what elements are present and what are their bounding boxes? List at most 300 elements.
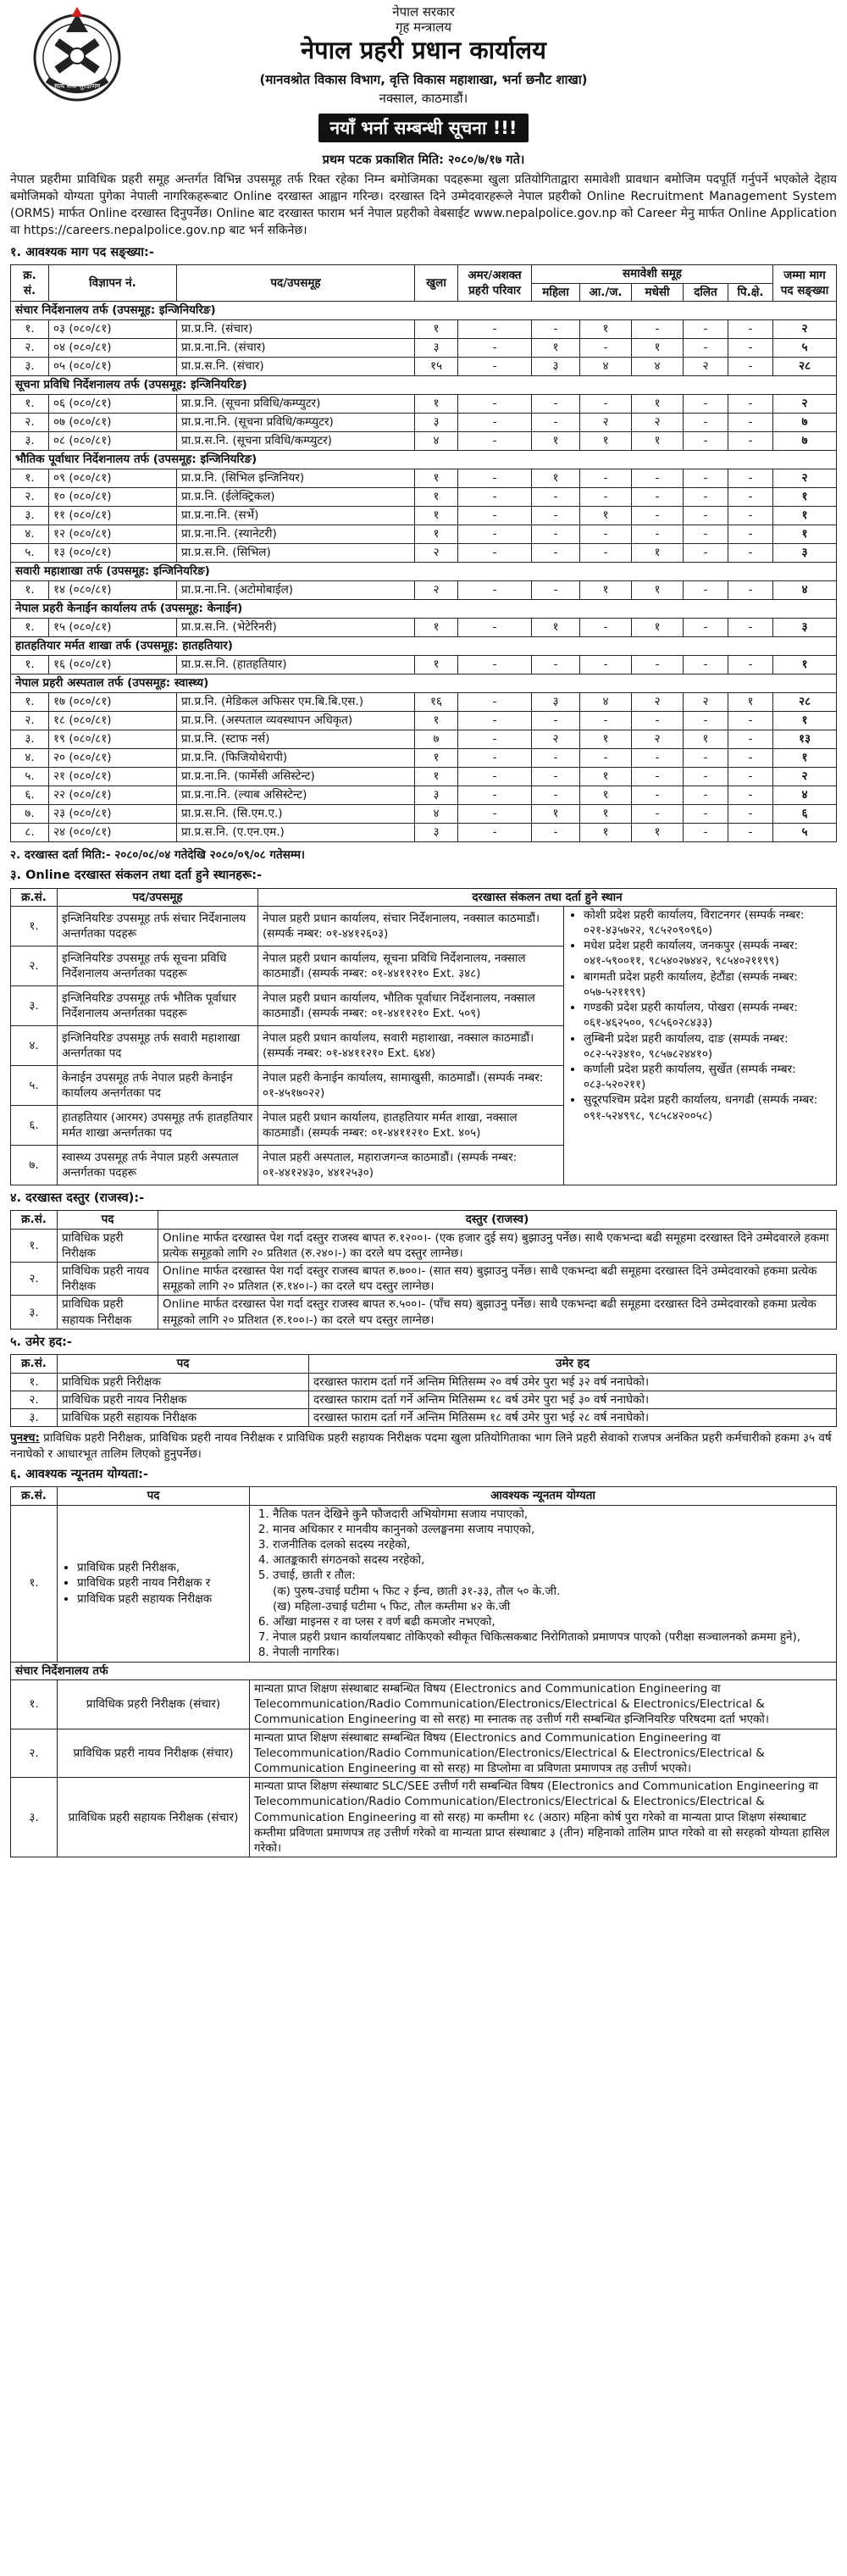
vacancy-row <box>11 413 837 431</box>
vacancy-cell: ४ <box>580 692 632 711</box>
gov-name: नेपाल सरकार <box>392 4 455 19</box>
vacancy-cell: - <box>532 487 580 506</box>
vacancy-cell: २२ (०८०/८१) <box>49 786 177 804</box>
vacancy-cell: ४ <box>415 431 458 450</box>
vacancy-cell: ७ <box>773 413 837 431</box>
vacancy-cell: १३ (०८०/८१) <box>49 543 177 562</box>
vacancy-cell: - <box>458 431 532 450</box>
vacancy-cell: - <box>458 655 532 674</box>
vacancy-cell: प्रा.प्र.ना.नि. (ल्याब असिस्टेन्ट) <box>177 786 415 804</box>
vacancy-cell: २ <box>632 413 684 431</box>
vacancy-cell: ७. <box>11 804 49 823</box>
vacancy-cell: ०८ (०८०/८१) <box>49 431 177 450</box>
collection-post: इन्जिनियरिङ उपसमूह तर्फ सवारी महाशाखा अन्तर्गतका पद <box>58 1025 258 1065</box>
vacancy-cell: १ <box>415 319 458 338</box>
col-open: खुला <box>415 265 458 301</box>
collection-sn: ३. <box>11 985 58 1025</box>
vacancy-cell: - <box>532 786 580 804</box>
vacancy-cell: १७ (०८०/८१) <box>49 692 177 711</box>
collection-sn: ७. <box>11 1145 58 1185</box>
vacancy-cell: २३ (०८०/८१) <box>49 804 177 823</box>
vacancy-cell: ५ <box>773 823 837 841</box>
vacancy-cell: १ <box>415 767 458 786</box>
collection-post: केनाईन उपसमूह तर्फ नेपाल प्रहरी केनाईन कार्यालय अन्तर्गतका पद <box>58 1065 258 1105</box>
vacancy-cell: - <box>632 525 684 543</box>
section-5-title: ५. उमेर हद:- <box>10 1335 72 1349</box>
collection-sn: ५. <box>11 1065 58 1105</box>
age-note <box>10 1430 837 1461</box>
sanchar-post: प्राविधिक प्रहरी निरीक्षक (संचार) <box>58 1679 250 1729</box>
col-pichhe: पि.क्षे. <box>728 283 773 301</box>
vacancy-cell: २ <box>532 730 580 748</box>
vacancy-cell: १ <box>684 730 728 748</box>
vacancy-cell: १ <box>580 319 632 338</box>
vacancy-cell: - <box>458 413 532 431</box>
collection-places-table <box>10 888 837 1185</box>
provincial-office: • बागमती प्रदेश प्रहरी कार्यालय, हेटौंडा (सम्पर्क नम्बर: ०५७-५२११९९) <box>584 969 832 1000</box>
fee-text: Online मार्फत दरखास्त पेश गर्दा दस्तुर राजस्व बापत रु.१२००।- (एक हजार दुई सय) बुझाउनु पर्नेछ। साथै एकभन्दा बढी समूहमा दरखास्त दिने उम्मेदवारले हकमा प्रत्येक समूहको लागि २० प्रतिशत (रु.२४०।-) का दरले थप दस्तुर लाग्नेछ। <box>158 1229 837 1262</box>
vacancy-cell: - <box>684 618 728 636</box>
general-qual: 4. आतङ्ककारी संगठनको सदस्य नरहेको, <box>273 1552 832 1568</box>
vacancy-cell: प्रा.प्र.ना.नि. (फार्मेसी असिस्टेन्ट) <box>177 767 415 786</box>
col-sn: क्र.सं. <box>11 888 58 906</box>
vacancy-cell: ४. <box>11 748 49 767</box>
provincial-offices-list <box>568 908 832 1124</box>
vacancy-row <box>11 618 837 636</box>
vacancy-group-title: संचार निर्देशनालय तर्फ (उपसमूह: इन्जिनियरिङ) <box>11 301 837 319</box>
vacancy-cell: ३. <box>11 506 49 525</box>
vacancy-cell: - <box>728 543 773 562</box>
sanchar-qual-body <box>11 1679 837 1857</box>
vacancy-cell: - <box>684 804 728 823</box>
vacancy-cell: ३. <box>11 357 49 375</box>
vacancy-group-title: भौतिक पूर्वाधार निर्देशनालय तर्फ (उपसमूह: इन्जिनियरिङ) <box>11 450 837 469</box>
provincial-office: • मधेश प्रदेश प्रहरी कार्यालय, जनकपुर (सम्पर्क नम्बर: ०४१-५९००११, ९८५४०२७४४२, ९८५४०२११९९) <box>584 938 832 969</box>
vacancy-cell: - <box>458 469 532 487</box>
office-name: नेपाल प्रहरी प्रधान कार्यालय <box>301 36 546 64</box>
vacancy-cell: प्रा.प्र.ना.नि. (सर्भे) <box>177 506 415 525</box>
vacancy-cell: १ <box>728 692 773 711</box>
col-sn: क्र.सं. <box>11 1211 58 1229</box>
vacancy-cell: १ <box>415 711 458 730</box>
vacancy-row <box>11 338 837 357</box>
vacancy-cell: १ <box>532 469 580 487</box>
col-sn: क्र.सं. <box>11 1487 58 1505</box>
vacancy-cell: प्रा.प्र.नि. (स्टाफ नर्स) <box>177 730 415 748</box>
vacancy-cell: २ <box>415 580 458 599</box>
fee-text: Online मार्फत दरखास्त पेश गर्दा दस्तुर राजस्व बापत रु.५००।- (पाँच सय) बुझाउनु पर्नेछ। साथै एकभन्दा बढी समूहमा दरखास्त दिने उम्मेदवारको हकमा प्रत्येक समूहको लागि २० प्रतिशत (रु.१००।-) का दरले थप दस्तुर लाग्नेछ। <box>158 1296 837 1329</box>
vacancy-cell: १५ (०८०/८१) <box>49 618 177 636</box>
vacancy-cell: १. <box>11 655 49 674</box>
provincial-office: • कोशी प्रदेश प्रहरी कार्यालय, विराटनगर (सम्पर्क नम्बर: ०२१-४३५७२२, ९८५२०९०९६०) <box>584 908 832 938</box>
vacancy-row <box>11 711 837 730</box>
vacancy-cell: - <box>728 748 773 767</box>
vacancy-cell: ५. <box>11 543 49 562</box>
vacancy-row <box>11 357 837 375</box>
vacancy-cell: १ <box>580 506 632 525</box>
vacancy-group-row <box>11 450 837 469</box>
vacancy-cell: - <box>532 655 580 674</box>
collection-sn: ४. <box>11 1025 58 1065</box>
vacancy-cell: २. <box>11 711 49 730</box>
vacancy-group-row <box>11 301 837 319</box>
vacancy-cell: प्रा.प्र.स.नि. (ए.एन.एम.) <box>177 823 415 841</box>
vacancy-cell: १ <box>532 804 580 823</box>
vacancy-cell: ११ (०८०/८१) <box>49 506 177 525</box>
vacancy-cell: - <box>728 655 773 674</box>
vacancy-cell: १ <box>773 487 837 506</box>
vacancy-cell: ३ <box>773 618 837 636</box>
vacancy-cell: - <box>458 525 532 543</box>
vacancy-cell: ७ <box>773 431 837 450</box>
vacancy-cell: १ <box>773 711 837 730</box>
vacancy-cell: २ <box>415 543 458 562</box>
vacancy-group-row <box>11 562 837 580</box>
sanchar-sn: २. <box>11 1729 58 1778</box>
vacancy-cell: २ <box>684 357 728 375</box>
vacancy-cell: १३ <box>773 730 837 748</box>
vacancy-cell: - <box>728 413 773 431</box>
collection-sn: १. <box>11 906 58 946</box>
age-post: प्राविधिक प्रहरी सहायक निरीक्षक <box>58 1409 309 1427</box>
vacancy-cell: - <box>684 487 728 506</box>
vacancy-group-title: सवारी महाशाखा तर्फ (उपसमूह: इन्जिनियरिङ) <box>11 562 837 580</box>
vacancy-cell: ०७ (०८०/८१) <box>49 413 177 431</box>
vacancy-row <box>11 692 837 711</box>
vacancy-cell: प्रा.प्र.स.नि. (हातहतियार) <box>177 655 415 674</box>
age-sn: ३. <box>11 1409 58 1427</box>
vacancy-row <box>11 525 837 543</box>
vacancy-cell: - <box>532 413 580 431</box>
age-limit: दरखास्त फाराम दर्ता गर्ने अन्तिम मितिसम्म १८ वर्ष उमेर पुरा भई २८ वर्ष ननाघेको। <box>309 1409 837 1427</box>
age-limit: दरखास्त फाराम दर्ता गर्ने अन्तिम मितिसम्म १८ वर्ष उमेर पुरा भई ३० वर्ष ननाघेको। <box>309 1391 837 1408</box>
section-4-title: ४. दरखास्त दस्तुर (राजस्व):- <box>10 1191 145 1205</box>
vacancy-cell: - <box>684 823 728 841</box>
vacancy-cell: १ <box>532 338 580 357</box>
vacancy-row <box>11 543 837 562</box>
vacancy-cell: - <box>684 543 728 562</box>
vacancy-cell: प्रा.प्र.नि. (ईलेक्ट्रिकल) <box>177 487 415 506</box>
vacancy-cell: - <box>532 506 580 525</box>
vacancy-cell: - <box>728 506 773 525</box>
vacancy-cell: ३ <box>415 786 458 804</box>
vacancy-cell: २ <box>580 413 632 431</box>
col-fee: दस्तुर (राजस्व) <box>158 1211 837 1229</box>
vacancy-row <box>11 730 837 748</box>
vacancy-cell: - <box>580 618 632 636</box>
vacancy-group-title: हातहतियार मर्मत शाखा तर्फ (उपसमूह: हातहतियार) <box>11 636 837 655</box>
fee-text: Online मार्फत दरखास्त पेश गर्दा दस्तुर राजस्व बापत रु.७००।- (सात सय) बुझाउनु पर्नेछ। साथै एकभन्दा बढी समूहमा दरखास्त दिने उम्मेदवारको हकमा प्रत्येक समूहको लागि २० प्रतिशत (रु.१४०।-) का दरले थप दस्तुर लाग्नेछ। <box>158 1262 837 1295</box>
vacancy-cell: प्रा.प्र.स.नि. (भेटेरिनरी) <box>177 618 415 636</box>
vacancy-cell: - <box>684 431 728 450</box>
col-place: दरखास्त संकलन तथा दर्ता हुने स्थान <box>258 888 837 906</box>
vacancy-cell: - <box>728 618 773 636</box>
vacancy-cell: - <box>728 767 773 786</box>
vacancy-group-title: सूचना प्रविधि निर्देशनालय तर्फ (उपसमूह: इन्जिनियरिङ) <box>11 375 837 394</box>
vacancy-cell: १. <box>11 394 49 413</box>
sanchar-qual: मान्यता प्राप्त शिक्षण संस्थाबाट सम्बन्धित विषय (Electronics and Communication Engineering वा Telecommunication/Radio Communication/Electronics/Electrical & Electronics/Electrical & Communication Engineering वा सो सरह) मा डिप्लोमा वा प्रविणता प्रमाणपत्र तह उत्तीर्ण भएको। <box>250 1729 837 1778</box>
vacancy-row <box>11 487 837 506</box>
vacancy-cell: १ <box>415 469 458 487</box>
department-name: (मानवश्रोत विकास विभाग, वृत्ति विकास महाशाखा, भर्ना छनौट शाखा) <box>259 72 588 87</box>
col-aj: आ./ज. <box>580 283 632 301</box>
vacancy-row <box>11 580 837 599</box>
col-post-group: पद/उपसमूह <box>58 888 258 906</box>
vacancy-cell: १ <box>415 525 458 543</box>
vacancy-cell: २ <box>684 692 728 711</box>
vacancy-cell: १ <box>580 730 632 748</box>
age-sn: १. <box>11 1373 58 1391</box>
vacancy-cell: - <box>728 431 773 450</box>
vacancy-cell: २ <box>632 730 684 748</box>
vacancy-cell: - <box>728 711 773 730</box>
vacancy-cell: - <box>458 823 532 841</box>
vacancy-cell: - <box>728 338 773 357</box>
vacancy-cell: - <box>684 655 728 674</box>
vacancy-row <box>11 394 837 413</box>
vacancy-cell: - <box>684 413 728 431</box>
vacancy-cell: प्रा.प्र.ना.नि. (अटोमोबाईल) <box>177 580 415 599</box>
sanchar-qual-row <box>11 1679 837 1729</box>
vacancy-cell: - <box>580 711 632 730</box>
col-madhesi: मधेसी <box>632 283 684 301</box>
provincial-office: • गण्डकी प्रदेश प्रहरी कार्यालय, पोखरा (सम्पर्क नम्बर: ०६१-४६२५००, ९८५६०२८४३३) <box>584 1000 832 1030</box>
vacancy-cell: २८ <box>773 692 837 711</box>
vacancy-cell: - <box>580 338 632 357</box>
sanchar-group-title: संचार निर्देशनालय तर्फ <box>11 1662 837 1679</box>
general-qual: 2. मानव अधिकार र मानवीय कानुनको उल्लङ्घनमा सजाय नपाएको, <box>273 1522 832 1537</box>
vacancy-cell: १ <box>532 618 580 636</box>
vacancy-cell: प्रा.प्र.नि. (सूचना प्रविधि/कम्प्युटर) <box>177 394 415 413</box>
vacancy-row <box>11 655 837 674</box>
general-qual: 1. नैतिक पतन देखिने कुनै फौजदारी अभियोगमा सजाय नपाएको, <box>273 1507 832 1522</box>
vacancy-cell: ६ <box>773 804 837 823</box>
vacancy-cell: १० (०८०/८१) <box>49 487 177 506</box>
vacancy-row <box>11 767 837 786</box>
vacancy-cell: - <box>532 711 580 730</box>
vacancy-cell: ३ <box>773 543 837 562</box>
vacancy-cell: - <box>580 655 632 674</box>
collection-place: नेपाल प्रहरी प्रधान कार्यालय, भौतिक पूर्वाधार निर्देशनालय, नक्साल काठमाडौं। (सम्पर्क नम्बर: ०१-४४११२१० Ext. ५०९) <box>258 985 564 1025</box>
collection-place: नेपाल प्रहरी केनाईन कार्यालय, सामाखुसी, काठमाडौं। (सम्पर्क नम्बर: ०१-४५१७०२२) <box>258 1065 564 1105</box>
office-address: नक्साल, काठमाडौं। <box>379 91 468 106</box>
ministry-name: गृह मन्त्रालय <box>395 19 452 35</box>
vacancy-cell: - <box>532 767 580 786</box>
vacancy-cell: - <box>728 804 773 823</box>
col-sn: क्र.सं. <box>11 1355 58 1373</box>
vacancy-cell: - <box>684 767 728 786</box>
vacancy-cell: - <box>458 580 532 599</box>
provincial-office: • लुम्बिनी प्रदेश प्रहरी कार्यालय, दाङ (सम्पर्क नम्बर: ०८२-५२३४१०, ९८५७८२४४१०) <box>584 1031 832 1062</box>
vacancy-cell: - <box>728 823 773 841</box>
vacancy-cell: २. <box>11 338 49 357</box>
vacancy-cell: २८ <box>773 357 837 375</box>
col-sn: क्र. सं. <box>11 265 49 301</box>
vacancy-cell: - <box>684 319 728 338</box>
vacancy-cell: १ <box>632 394 684 413</box>
age-sn: २. <box>11 1391 58 1408</box>
age-row <box>11 1391 837 1408</box>
col-qualification: आवश्यक न्यूनतम योग्यता <box>250 1487 837 1505</box>
collection-post: हातहतियार (आरमर) उपसमूह तर्फ हातहतियार मर्मत शाखा अन्तर्गतका पद <box>58 1105 258 1145</box>
vacancy-cell: प्रा.प्र.नि. (अस्पताल व्यवस्थापन अधिकृत) <box>177 711 415 730</box>
vacancy-row <box>11 823 837 841</box>
vacancy-row <box>11 804 837 823</box>
sanchar-qual-row <box>11 1729 837 1778</box>
vacancy-table-body <box>11 301 837 841</box>
logo-motto: सत्य सेवा सुरक्षणम् <box>53 82 101 90</box>
vacancy-cell: १ <box>773 525 837 543</box>
col-women: महिला <box>532 283 580 301</box>
vacancy-cell: - <box>632 748 684 767</box>
vacancy-cell: प्रा.प्र.ना.नि. (सूचना प्रविधि/कम्प्युटर) <box>177 413 415 431</box>
collection-place: नेपाल प्रहरी प्रधान कार्यालय, संचार निर्देशनालय, नक्साल काठमाडौं। (सम्पर्क नम्बर: ०१-४४१२६०३) <box>258 906 564 946</box>
age-note-text: प्राविधिक प्रहरी निरीक्षक, प्राविधिक प्रहरी नायव निरीक्षक र प्राविधिक प्रहरी सहायक निरीक्षक पदमा खुला प्रतियोगिताका भाग लिने प्रहरी सेवाको राजपत्र अनंकित प्रहरी कर्मचारीको हकमा ३५ वर्ष ननाघेको र आधारभूत तालिम लिएको हुनुपर्नेछ। <box>10 1431 832 1461</box>
vacancy-cell: - <box>580 394 632 413</box>
vacancy-cell: ४ <box>773 580 837 599</box>
vacancy-cell: ३ <box>415 338 458 357</box>
vacancy-cell: २. <box>11 487 49 506</box>
vacancy-group-row <box>11 599 837 618</box>
vacancy-cell: - <box>458 767 532 786</box>
vacancy-cell: ४ <box>415 804 458 823</box>
vacancy-cell: - <box>532 580 580 599</box>
vacancy-cell: १ <box>415 487 458 506</box>
vacancy-cell: १६ <box>415 692 458 711</box>
vacancy-cell: १ <box>632 618 684 636</box>
general-qual: 7. नेपाल प्रहरी प्रधान कार्यालयबाट तोकिएको स्वीकृत चिकित्सकबाट निरोगिताको प्रमाणपत्र पाएको (परीक्षा सञ्चालनको क्रममा हुने), <box>273 1629 832 1645</box>
vacancy-cell: - <box>458 804 532 823</box>
vacancy-row <box>11 469 837 487</box>
vacancy-cell: प्रा.प्र.नि. (संचार) <box>177 319 415 338</box>
qualification-table <box>10 1486 837 1857</box>
vacancy-cell: १. <box>11 618 49 636</box>
fee-sn: ३. <box>11 1296 58 1329</box>
male-height: (क) पुरुष-उचाई घटीमा ५ फिट २ ईन्च, छाती ३१-३३, तौल ५० के.जी. <box>273 1584 561 1598</box>
vacancy-cell: ३. <box>11 431 49 450</box>
vacancy-cell: प्रा.प्र.नि. (फिजियोथेरापी) <box>177 748 415 767</box>
vacancy-cell: प्रा.प्र.ना.नि. (संचार) <box>177 338 415 357</box>
age-table <box>10 1354 837 1427</box>
sanchar-sn: ३. <box>11 1778 58 1857</box>
vacancy-row <box>11 748 837 767</box>
sanchar-sn: १. <box>11 1679 58 1729</box>
vacancy-cell: - <box>728 469 773 487</box>
application-dates: २. दरखास्त दर्ता मिति:- २०८०/०८/०४ गतेदेखि २०८०/०९/०८ गतेसम्म। <box>10 847 306 862</box>
height-title: उचाई, छाती र तौल: <box>273 1568 356 1583</box>
vacancy-row <box>11 786 837 804</box>
vacancy-row <box>11 431 837 450</box>
general-qual: 6. आँखा माइनस र वा प्लस र वर्ण बढी कमजोर नभएको, <box>273 1614 832 1629</box>
vacancy-cell: - <box>580 487 632 506</box>
vacancy-cell: १९ (०८०/८१) <box>49 730 177 748</box>
col-ad-no: विज्ञापन नं. <box>49 265 177 301</box>
vacancy-cell: १. <box>11 580 49 599</box>
vacancy-cell: - <box>580 469 632 487</box>
header <box>10 0 837 149</box>
vacancy-cell: २० (०८०/८१) <box>49 748 177 767</box>
vacancy-cell: - <box>458 487 532 506</box>
vacancy-cell: ३ <box>532 357 580 375</box>
vacancy-cell: ०५ (०८०/८१) <box>49 357 177 375</box>
fee-post: प्राविधिक प्रहरी सहायक निरीक्षक <box>58 1296 158 1329</box>
fee-table <box>10 1210 837 1330</box>
vacancy-cell: २ <box>632 692 684 711</box>
collection-post: स्वास्थ्य उपसमूह तर्फ नेपाल प्रहरी अस्पताल अन्तर्गतका पदहरू <box>58 1145 258 1185</box>
vacancy-cell: ७ <box>415 730 458 748</box>
vacancy-cell: १ <box>632 823 684 841</box>
age-note-label: पुनश्च: <box>10 1431 40 1446</box>
vacancy-cell: - <box>728 357 773 375</box>
sanchar-group-row <box>11 1662 837 1679</box>
vacancy-cell: ०४ (०८०/८१) <box>49 338 177 357</box>
vacancy-cell: - <box>728 525 773 543</box>
vacancy-group-title: नेपाल प्रहरी केनाईन कार्यालय तर्फ (उपसमूह: केनाईन) <box>11 599 837 618</box>
vacancy-cell: - <box>632 487 684 506</box>
vacancy-cell: १ <box>632 338 684 357</box>
vacancy-cell: ५. <box>11 767 49 786</box>
vacancy-cell: ३ <box>532 692 580 711</box>
fee-row <box>11 1296 837 1329</box>
vacancy-cell: १ <box>580 804 632 823</box>
vacancy-cell: - <box>728 319 773 338</box>
vacancy-cell: १५ <box>415 357 458 375</box>
general-qualification-row <box>11 1505 837 1662</box>
vacancy-cell: ४. <box>11 525 49 543</box>
vacancy-cell: १ <box>415 394 458 413</box>
vacancy-cell: २ <box>773 394 837 413</box>
vacancy-cell: २ <box>773 767 837 786</box>
general-post: • प्राविधिक प्रहरी सहायक निरीक्षक <box>77 1591 245 1607</box>
intro-paragraph: नेपाल प्रहरीमा प्राविधिक प्रहरी समूह अन्तर्गत विभिन्न उपसमूह तर्फ रिक्त रहेका निम्न बमोजिमका पदहरूमा खुला प्रतियोगिताद्वारा समावेशी प्रावधान बमोजिम पदपूर्ति गर्नुपर्ने भएकोले देहाय बमोजिमको योग्यता पुगेका नेपाली नागरिकहरूबाट Online दरखास्त आह्वान गरिन्छ। दरखास्त दिने उम्मेदवारहरूले नेपाल प्रहरीको Online Recruitment Management System (ORMS) मार्फत Online दरखास्त दिनुपर्नेछ। Online बाट दरखास्त फाराम भर्न नेपाल प्रहरीको वेबसाईट www.nepalpolice.gov.np को Career मेनु मार्फत Online Application वा https://careers.nepalpolice.gov.np बाट भर्न सकिनेछ। <box>10 172 837 238</box>
vacancy-cell: १६ (०८०/८१) <box>49 655 177 674</box>
vacancy-cell: - <box>532 823 580 841</box>
vacancy-cell: - <box>728 487 773 506</box>
vacancy-cell: प्रा.प्र.नि. (मेडिकल अफिसर एम.बि.बि.एस.) <box>177 692 415 711</box>
vacancy-cell: ४ <box>773 786 837 804</box>
vacancy-cell: १ <box>773 506 837 525</box>
vacancy-cell: २ <box>773 319 837 338</box>
vacancy-cell: १. <box>11 469 49 487</box>
provincial-office: • सुदूरपश्चिम प्रदेश प्रहरी कार्यालय, धनगढी (सम्पर्क नम्बर: ०९१-५२४९९८, ९८५८४२००५८) <box>584 1092 832 1123</box>
vacancy-table <box>10 264 837 841</box>
collection-post: इन्जिनियरिङ उपसमूह तर्फ सूचना प्रविधि निर्देशनालय अन्तर्गतका पदहरू <box>58 946 258 985</box>
collection-place: नेपाल प्रहरी प्रधान कार्यालय, सवारी महाशाखा, नक्साल काठमाडौं। (सम्पर्क नम्बर: ०१-४४११२१० Ext. ६४४) <box>258 1025 564 1065</box>
vacancy-cell: ३ <box>415 413 458 431</box>
sanchar-qual-row <box>11 1778 837 1857</box>
vacancy-cell: - <box>458 730 532 748</box>
vacancy-cell: १ <box>580 580 632 599</box>
vacancy-group-row <box>11 375 837 394</box>
general-qual: 3. राजनीतिक दलको सदस्य नरहेको, <box>273 1537 832 1552</box>
col-post: पद <box>58 1487 250 1505</box>
fee-table-body <box>11 1229 837 1329</box>
vacancy-cell: ३. <box>11 730 49 748</box>
vacancy-cell: - <box>458 618 532 636</box>
vacancy-cell: प्रा.प्र.स.नि. (संचार) <box>177 357 415 375</box>
vacancy-cell: - <box>728 786 773 804</box>
sanchar-qual: मान्यता प्राप्त शिक्षण संस्थाबाट SLC/SEE उत्तीर्ण गरी सम्बन्धित विषय (Electronics and Communication Engineering वा Telecommunication/Radio Communication/Electronics/Electrical & Electronics/Electrical & Communication Engineering वा सो सरह) मा कम्तीमा १८ (अठार) महिना कोर्ष पुरा गरेको वा मान्यता प्राप्त शिक्षण संस्थाबाट कम्तीमा प्रविणता प्रमाणपत्र तह उत्तीर्ण गरेको वा मान्यता प्राप्त संस्थाबाट ३ (तीन) महिनाको तालिम प्राप्त गरेको वा सो सरहको योग्यता हासिल गरेको। <box>250 1778 837 1857</box>
vacancy-cell: - <box>532 319 580 338</box>
vacancy-cell: - <box>684 469 728 487</box>
age-post: प्राविधिक प्रहरी नायव निरीक्षक <box>58 1391 309 1408</box>
vacancy-cell: - <box>632 655 684 674</box>
col-dalit: दलित <box>684 283 728 301</box>
vacancy-row <box>11 319 837 338</box>
vacancy-cell: १४ (०८०/८१) <box>49 580 177 599</box>
fee-post: प्राविधिक प्रहरी निरीक्षक <box>58 1229 158 1262</box>
fee-post: प्राविधिक प्रहरी नायव निरीक्षक <box>58 1262 158 1295</box>
